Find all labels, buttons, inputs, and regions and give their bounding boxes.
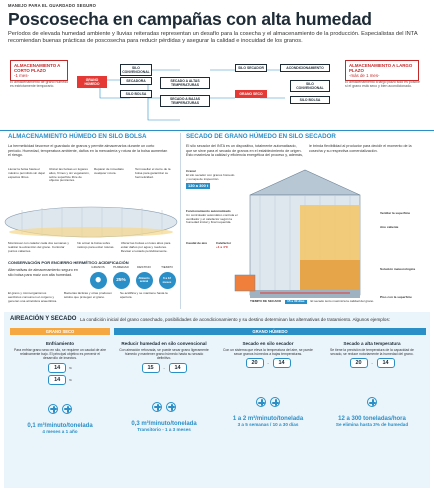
stat-destino-value: Alimento animal bbox=[136, 272, 153, 289]
automated-block bbox=[186, 210, 238, 225]
fermentation-steps bbox=[8, 292, 173, 303]
humidity-start: 14 bbox=[48, 363, 66, 373]
col-desc: Con aireación reforzada, se puede secar grano ligeramente húmedo y mantener grano húmedo hasta su secado definitivo. bbox=[119, 348, 209, 361]
humidity-row: 20 → 14 bbox=[322, 358, 422, 368]
col-rate: 1 a 2 m³/minuto/tonelada bbox=[232, 416, 304, 423]
col-title: Secado a alta temperatura bbox=[343, 341, 401, 346]
note-1: Llenar la bolsa hasta el máximo permitido sin dejar espacios libres. bbox=[8, 167, 45, 179]
node-grano-seco: GRANO SECO bbox=[235, 90, 267, 98]
fan-icon bbox=[270, 397, 280, 407]
col-desc: Con un sistema que eleva la temperatura del aire, se puede secar granos húmedos a bajas temperaturas. bbox=[223, 348, 313, 357]
fan-row bbox=[114, 399, 214, 417]
silo-bolsa-notes bbox=[8, 168, 173, 183]
intro-paragraph: Períodos de elevada humedad ambiente y lluvias reiteradas representan un desafío para la cosecha y el almacenamiento de la producción. Especialistas del INTA recomiendan buenas prácticas de poscosecha para reducir pérdidas y asegurar la calidad e inocuidad de los granos. bbox=[8, 31, 418, 45]
node-silo-convencional-2: SILO CONVENCIONAL bbox=[290, 80, 330, 92]
calefactor-block bbox=[216, 242, 246, 250]
stat-granos bbox=[88, 266, 108, 291]
humidity-end: 14 bbox=[169, 363, 187, 373]
grano-seco-header: GRANO SECO bbox=[10, 328, 110, 335]
col-desc: Para enfriar grano seco en silo, se requiere un caudal de aire relativamente bajo. El principal objetivo es prevenir el desarrollo de insectos. bbox=[14, 348, 106, 361]
stat-tiempo-label: TIEMPO bbox=[161, 265, 173, 269]
col-rate: 0,1 m³/minuto/tonelada bbox=[27, 422, 93, 429]
unit: % bbox=[69, 365, 72, 370]
long-term-box bbox=[345, 60, 419, 81]
silo-dryer-illustration bbox=[230, 165, 380, 310]
node-secado-altas: SECADO A ALTAS TEMPERATURAS bbox=[160, 77, 210, 89]
fan-icon bbox=[367, 397, 377, 407]
sol-meteor-label: Solución meteorológica bbox=[380, 267, 416, 271]
humidity-row-2 bbox=[10, 375, 110, 385]
short-term-box bbox=[10, 60, 68, 81]
aeration-subtitle: La condición inicial del grano cosechado, posibilidades de acondicionamiento y su destino determinan las alternativas de tratamiento. Algunos ejemplos: bbox=[80, 317, 391, 322]
humidity-start: 20 bbox=[246, 358, 264, 368]
calefactor-temp: +1 a 4°C bbox=[216, 244, 229, 249]
stat-destino bbox=[134, 266, 154, 291]
long-term-sub: -más de 1 mes- bbox=[349, 73, 380, 78]
node-silo-bolsa: SILO BOLSA bbox=[120, 90, 152, 98]
col-desc: Se tiene la precisión de temperatura de la capacidad de secado, se reduce notoriamente la humedad del grano. bbox=[330, 348, 414, 357]
ferment-3: Se acidifica y se mantiene hasta la apertura. bbox=[120, 291, 168, 299]
cranal-title: Cranal bbox=[186, 169, 196, 173]
silo-secador-header: SECADO DE GRANO HÚMEDO EN SILO SECADOR bbox=[186, 133, 336, 140]
cranal-block bbox=[186, 170, 236, 189]
aire-caliente-label: Aire caliente bbox=[380, 225, 399, 229]
note-4: Termosellar el cierre de la bolsa para garantizar su hermeticidad. bbox=[135, 167, 171, 179]
unit: % bbox=[69, 377, 72, 382]
fan-icon bbox=[166, 402, 176, 412]
node-secado-bajas: SECADO A BAJAS TEMPERATURAS bbox=[160, 95, 210, 107]
fan-row bbox=[10, 401, 110, 419]
grano-humedo-header: GRANO HÚMEDO bbox=[114, 328, 426, 335]
node-secadora: SECADORA bbox=[120, 77, 152, 85]
conservation-stats bbox=[88, 266, 177, 291]
short-term-sub: -1 mes- bbox=[14, 73, 29, 78]
stat-humedad-label: HUMEDAD bbox=[113, 265, 129, 269]
col-time: Se elimina hasta 3% de humedad bbox=[335, 422, 409, 428]
humidity-end: 14 bbox=[273, 358, 291, 368]
fan-row bbox=[218, 394, 318, 412]
silo-bolsa-bottom-notes bbox=[8, 242, 176, 253]
bottom-note-1: Monitorear con calador cada dos semanas y realizar la extracción del grano. Controlar puntos calientes. bbox=[8, 241, 69, 253]
node-silo-secador: SILO SECADOR bbox=[235, 64, 267, 72]
silo-bag-illustration bbox=[2, 200, 180, 240]
bottom-note-3: Ubicar las bolsas en lotes altos para evitar daños por agua y roedores. Revisar el estado periódicamente. bbox=[120, 241, 171, 253]
humidity-start: 15 bbox=[142, 363, 160, 373]
page-title: Poscosecha en campañas con alta humedad bbox=[8, 9, 372, 29]
stat-destino-label: DESTINO bbox=[137, 265, 151, 269]
fan-icon bbox=[152, 402, 162, 412]
aeration-title: AIREACIÓN Y SECADO bbox=[10, 316, 77, 322]
col-reducir-humedad bbox=[114, 338, 214, 488]
note-2: Ubicar las bolsas en lugares altos, firmes y sin vegetación, sobre superficie libre de objetos punzantes. bbox=[49, 167, 90, 183]
calefactor-title: Calefactor bbox=[216, 241, 232, 245]
col-time: 4 meses a 1 año bbox=[42, 428, 78, 434]
caudal-block bbox=[186, 242, 216, 246]
silo-secador-desc: El silo secador del INTA es un dispositivo, totalmente automatizado, que se sirve para el secado de granos en el establecimiento de origen. Esto maximiza la calidad y eficiencia energética del proceso y, además, le brinda flexibilidad al productor para decidir el momento de la cosecha y su respectiva comercialización. bbox=[186, 144, 412, 157]
short-term-label: ALMACENAMIENTO A CORTO PLAZO bbox=[14, 63, 61, 73]
col-time: Transitorio - 1 a 3 meses bbox=[137, 426, 191, 432]
node-acondicionamiento: ACONDICIONAMIENTO bbox=[280, 64, 330, 72]
fan-icon bbox=[48, 404, 58, 414]
ferment-1: El grano y microorganismos aeróbicos consumen el oxígeno y generan una atmósfera anaeróbica. bbox=[8, 291, 58, 303]
humidity-row bbox=[10, 363, 110, 373]
col-title: Reducir humedad en silo convencional bbox=[121, 341, 207, 346]
caudal-title: Caudal de aire bbox=[186, 241, 208, 245]
automated-title: Funcionamiento automatizado bbox=[186, 209, 231, 213]
col-title: Enfriamiento bbox=[45, 341, 75, 346]
short-term-text: El almacenamiento de grano húmedo es estrictamente temporario. bbox=[10, 80, 69, 89]
fan-icon bbox=[256, 397, 266, 407]
col-silo-secador bbox=[218, 338, 318, 488]
humidity-start: 20 bbox=[350, 358, 368, 368]
stat-granos-icon: ⬤ bbox=[90, 272, 107, 289]
kicker: MANEJO PARA EL GUARDADO SEGURO bbox=[8, 3, 97, 8]
humidity-end: 14 bbox=[48, 375, 66, 385]
piso-label: Piso con la superficie bbox=[380, 295, 412, 299]
humidity-row: 20 → 14 bbox=[218, 358, 318, 368]
col-title: Secado en silo secador bbox=[242, 341, 294, 346]
note-3: Reparar de inmediato cualquier rotura. bbox=[94, 167, 124, 175]
stat-humedad-value: 25% bbox=[113, 272, 130, 289]
col-alta-temperatura bbox=[322, 338, 422, 488]
drying-time bbox=[250, 300, 374, 304]
divider bbox=[0, 130, 434, 131]
node-silo-bolsa-2: SILO BOLSA bbox=[290, 96, 330, 104]
col-rate: 12 a 300 toneladas/hora bbox=[338, 416, 406, 423]
long-term-label: ALMACENAMIENTO A LARGO PLAZO bbox=[349, 63, 413, 73]
stat-humedad bbox=[111, 266, 131, 291]
ferment-2: Bacterias lácticas y otras producen ácidos que protegen el grano. bbox=[64, 291, 112, 299]
conservation-text: Alternativas de almacenamiento seguro en silo bolsa para maíz con alta humedad. bbox=[8, 268, 78, 277]
stat-granos-label: GRANOS bbox=[91, 265, 105, 269]
long-term-text: El almacenamiento a largo plazo solo es posible si el grano está seco y bien acondicionado. bbox=[345, 80, 420, 89]
section-divider bbox=[180, 133, 181, 309]
fan-icon bbox=[62, 404, 72, 414]
automated-text: Un controlador automático controla el ventilador y el calefactor según la humedad inicial y final requerida. bbox=[186, 212, 238, 225]
col-rate: 0,3 m³/minuto/tonelada bbox=[131, 420, 197, 427]
bottom-note-2: No armar la bolsa sobre rastrojo para evitar roturas. bbox=[77, 241, 115, 249]
conservation-header: CONSERVACIÓN POR ENCIERRO HERMÉTICO ACIDIFICACIÓN bbox=[8, 260, 129, 265]
col-time: 3 a 5 semanas / 10 a 30 días bbox=[237, 422, 299, 428]
stat-tiempo-value: 6 a 12 meses bbox=[159, 272, 176, 289]
humidity-end: 14 bbox=[377, 358, 395, 368]
capacity-badge: 130 a 300 t bbox=[188, 183, 209, 189]
cranal-text: El silo secador con granos húmedo y su tapa de inspección. bbox=[186, 172, 235, 181]
stat-tiempo bbox=[157, 266, 177, 291]
humidity-row: 15 → 14 bbox=[114, 363, 214, 373]
col-enfriamiento bbox=[10, 338, 110, 488]
silo-bolsa-header: ALMACENAMIENTO HÚMEDO EN SILO BOLSA bbox=[8, 133, 147, 140]
fan-row bbox=[322, 394, 422, 412]
silo-bolsa-desc: La hermeticidad favorece el guardado de granos y permite almacenarlos durante un corto período. Humedad, temperatura ambiente, daños en la mercadería y rotura de la bolsa aumentan el riesgo. bbox=[8, 144, 168, 157]
drying-time-note: El secado lento maximiza la calidad del grano. bbox=[310, 299, 375, 303]
node-grano-humedo: GRANO HÚMEDO bbox=[77, 76, 107, 88]
node-silo-convencional: SILO CONVENCIONAL bbox=[120, 64, 152, 76]
vent-sup-label: Ventilar la superficie bbox=[380, 211, 411, 215]
drying-time-value: 15 a 30 días bbox=[287, 299, 305, 303]
drying-time-label: TIEMPO DE SECADO bbox=[250, 299, 282, 303]
